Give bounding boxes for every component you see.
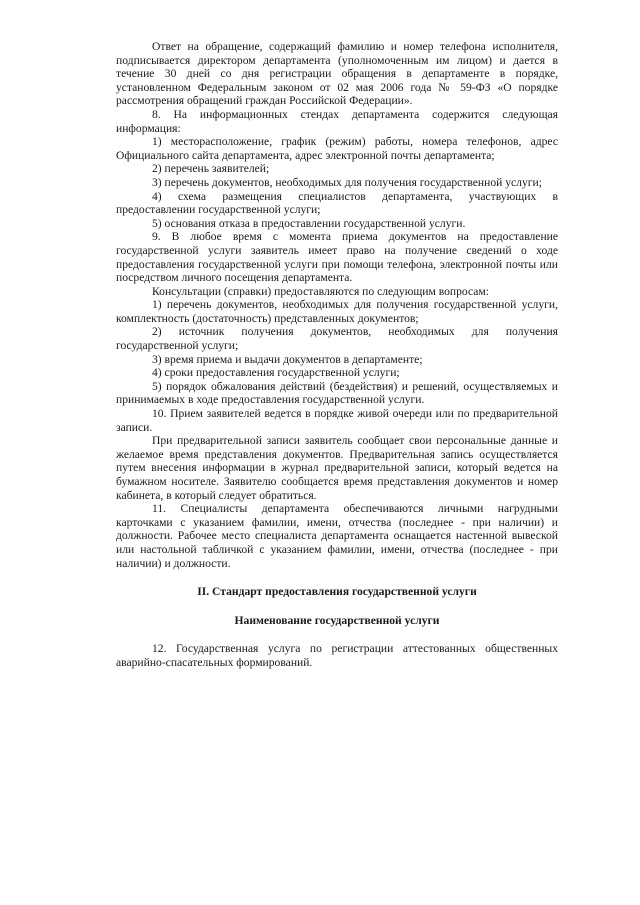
- list-item: 5) порядок обжалования действий (бездействия) и решений, осуществляемых и принимаемых в ходе предоставления государственной услуги.: [116, 379, 558, 407]
- paragraph-12: 12. Государственная услуга по регистрации аттестованных общественных аварийно-спасательных формирований.: [116, 642, 558, 669]
- document-page: [116, 40, 558, 670]
- list-item: 3) время приема и выдачи документов в департаменте;: [152, 352, 423, 366]
- spacer: [116, 627, 558, 642]
- list-item: 2) перечень заявителей;: [152, 162, 270, 176]
- paragraph-consultations: Консультации (справки) предоставляются по следующим вопросам:: [152, 284, 489, 298]
- paragraph-9: 9. В любое время с момента приема документов на предоставление государственной услуги заявитель имеет право на получение сведений о ходе предоставления государственной услуги при помощи телефона, электронной почты или посредством личного посещения департамента.: [116, 230, 558, 285]
- subsection-heading: Наименование государственной услуги: [234, 613, 440, 627]
- list-item: 5) основания отказа в предоставлении государственной услуги.: [152, 216, 466, 230]
- paragraph-10: 10. Прием заявителей ведется в порядке живой очереди или по предварительной записи.: [116, 407, 558, 434]
- list-item: 1) месторасположение, график (режим) работы, номера телефонов, адрес Официального сайта департамента, адрес электронной почты департамента;: [116, 135, 558, 162]
- list-item: 1) перечень документов, необходимых для получения государственной услуги, комплектность (достаточность) представленных документов;: [116, 298, 558, 325]
- list-item: 3) перечень документов, необходимых для получения государственной услуги;: [152, 175, 542, 189]
- list-item: 2) источник получения документов, необходимых для получения государственной услуги;: [116, 325, 558, 353]
- spacer: [116, 599, 558, 614]
- paragraph-8: 8. На информационных стендах департамента содержится следующая информация:: [116, 107, 558, 135]
- paragraph-response-signing: Ответ на обращение, содержащий фамилию и номер телефона исполнителя, подписывается директором департамента (уполномоченным им лицом) и дается в течение 30 дней со дня регистрации обращения в департаменте в порядке, установленном Федеральным законом от 02 мая 2006 года № 59-ФЗ «О порядке рассмотрения обращений граждан Российской Федерации».: [116, 40, 558, 108]
- paragraph-preregistration: При предварительной записи заявитель сообщает свои персональные данные и желаемое время представления документов. Предварительная запись осуществляется путем внесения информации в журнал предварительной записи, который ведется на бумажном носителе. Заявителю сообщается время представления документов и номер кабинета, в который следует обратиться.: [116, 434, 558, 502]
- list-item: 4) схема размещения специалистов департамента, участвующих в предоставлении государственной услуги;: [116, 189, 558, 217]
- spacer: [116, 570, 558, 585]
- paragraph-11: 11. Специалисты департамента обеспечиваются личными нагрудными карточками с указанием фамилии, имени, отчества (последнее - при наличии) и должности. Рабочее место специалиста департамента оснащается настенной вывеской или настольной табличкой с указанием фамилии, имени, отчества (последнее - при наличии) и должности.: [116, 502, 558, 570]
- list-item: 4) сроки предоставления государственной услуги;: [152, 366, 400, 380]
- section-heading: II. Стандарт предоставления государственной услуги: [197, 585, 477, 599]
